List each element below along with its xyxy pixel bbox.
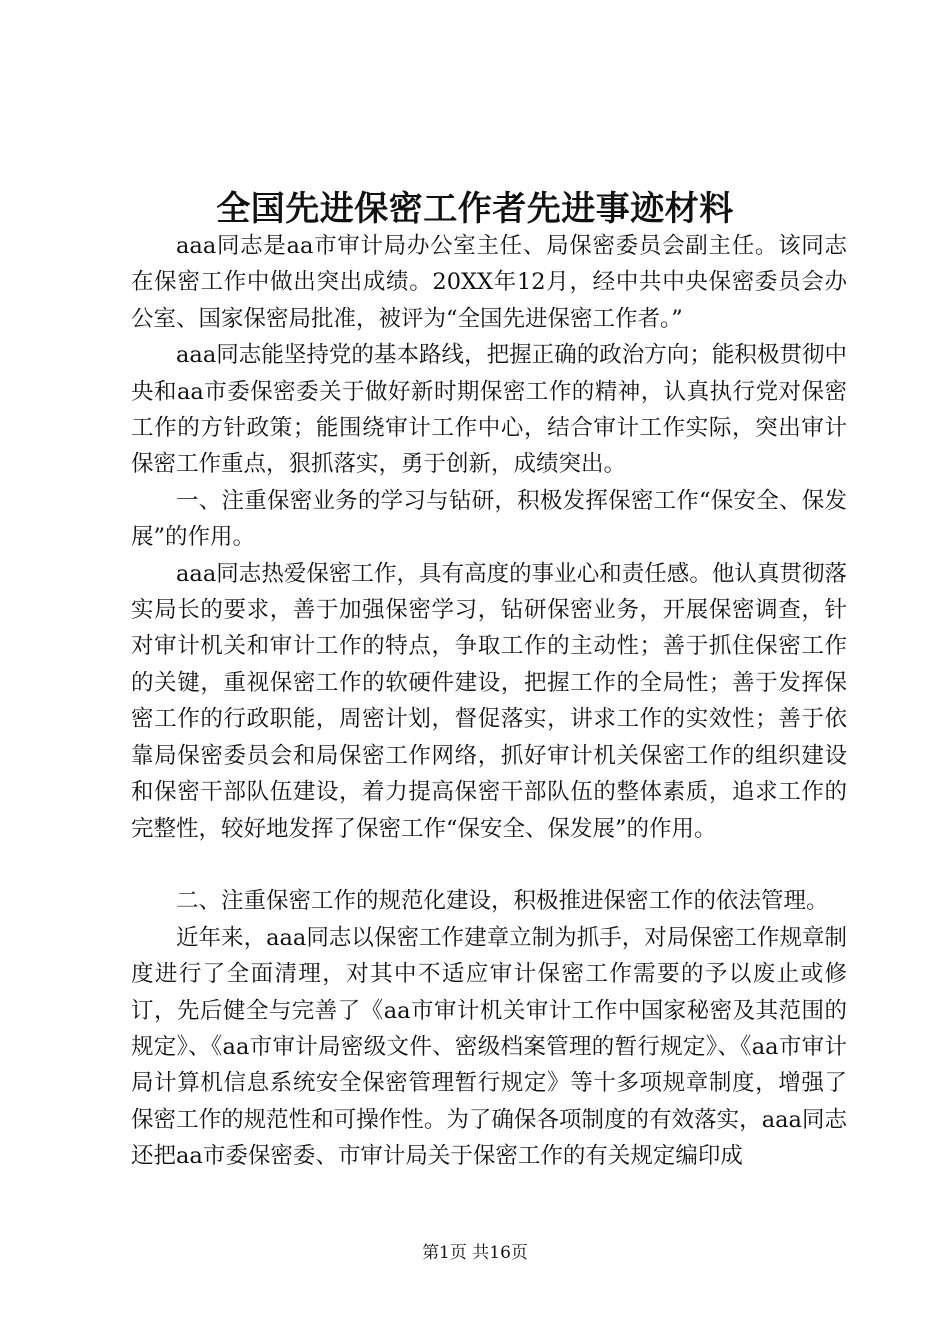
paragraph-summary: aaa同志能坚持党的基本路线，把握正确的政治方向；能积极贯彻中央和aa市委保密委关于做好新时期保密工作的精神，认真执行党对保密工作的方针政策；能围绕审计工作中心，结合审计工作实际，突出审计保密工作重点，狠抓落实，勇于创新，成绩突出。: [131, 342, 847, 478]
document-body: [131, 228, 847, 1175]
paragraph-section-1: aaa同志热爱保密工作，具有高度的事业心和责任感。他认真贯彻落实局长的要求，善于加强保密学习，钻研保密业务，开展保密调查，针对审计机关和审计工作的特点，争取工作的主动性；善于抓住保密工作的关键，重视保密工作的软硬件建设，把握工作的全局性；善于发挥保密工作的行政职能，周密计划，督促落实，讲求工作的实效性；善于依靠局保密委员会和局保密工作网络，抓好审计机关保密工作的组织建设和保密干部队伍建设，着力提高保密干部队伍的整体素质，追求工作的完整性，较好地发挥了保密工作“保安全、保发展”的作用。: [131, 560, 847, 842]
paragraph-spacer: [131, 847, 847, 883]
paragraph-section-2: 近年来，aaa同志以保密工作建章立制为抓手，对局保密工作规章制度进行了全面清理，对其中不适应审计保密工作需要的予以废止或修订，先后健全与完善了《aa市审计机关审计工作中国家秘密及其范围的规定》、《aa市审计局密级文件、密级档案管理的暂行规定》、《aa市审计局计算机信息系统安全保密管理暂行规定》等十多项规章制度，增强了保密工作的规范性和可操作性。为了确保各项制度的有效落实，aaa同志还把aa市委保密委、市审计局关于保密工作的有关规定编印成: [131, 924, 847, 1170]
page-number-footer: 第1页 共16页: [422, 1243, 528, 1263]
document-title: 全国先进保密工作者先进事迹材料: [216, 189, 734, 229]
section-heading-1: 一、注重保密业务的学习与钻研，积极发挥保密工作“保安全、保发展”的作用。: [131, 487, 847, 551]
section-heading-2: 二、注重保密工作的规范化建设，积极推进保密工作的依法管理。: [176, 888, 829, 915]
paragraph-intro: aaa同志是aa市审计局办公室主任、局保密委员会副主任。该同志在保密工作中做出突出成绩。20XX年12月，经中共中央保密委员会办公室、国家保密局批准，被评为“全国先进保密工作者。”: [131, 233, 847, 332]
